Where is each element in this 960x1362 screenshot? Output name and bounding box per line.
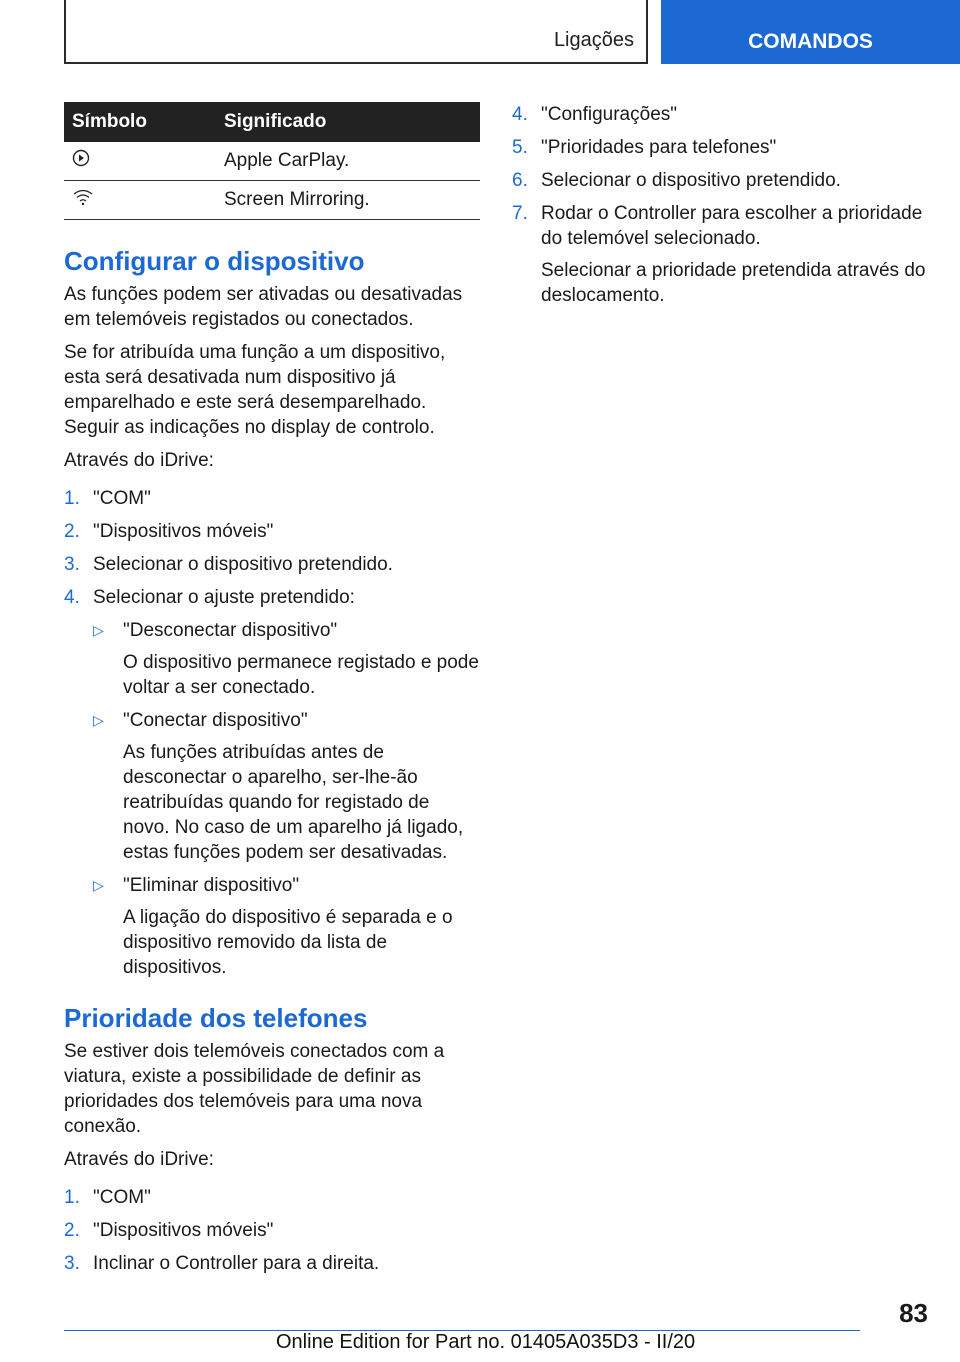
chapter-tab: COMANDOS <box>661 0 960 64</box>
triangle-bullet-icon: ▷ <box>93 712 104 728</box>
option-label: "Eliminar dispositivo" <box>123 875 300 896</box>
step-text: Inclinar o Controller para a direita. <box>93 1253 380 1274</box>
page-number: 83 <box>899 1298 928 1328</box>
option-description: As funções atribuídas antes de desconectar o aparelho, ser-lhe-ão reatribuídas quando for registado de novo. No caso de um aparelho já ligado, estas funções podem ser desativadas. <box>123 742 464 863</box>
list-item <box>512 201 928 308</box>
step-text: "Dispositivos móveis" <box>93 1220 274 1241</box>
step-text: "COM" <box>93 1187 151 1208</box>
step-number: 3. <box>64 554 80 575</box>
list-item <box>64 1185 480 1210</box>
list-item <box>64 486 480 511</box>
step-number: 2. <box>64 521 80 542</box>
step-extra-text: Selecionar a prioridade pretendida através do deslocamento. <box>541 260 926 306</box>
step-text: Selecionar o ajuste pretendido: <box>93 587 355 608</box>
symbol-table <box>64 102 480 220</box>
header-section-box <box>64 0 648 64</box>
step-text: Selecionar o dispositivo pretendido. <box>93 554 393 575</box>
list-item <box>512 168 928 193</box>
list-item <box>64 1218 480 1243</box>
table-header-symbol: Símbolo <box>64 102 224 142</box>
wifi-icon <box>72 188 94 206</box>
paragraph: As funções podem ser ativadas ou desativadas em telemóveis registados ou conectados. <box>64 284 463 330</box>
step-number: 7. <box>512 203 528 224</box>
table-cell-symbol <box>64 181 224 220</box>
table-cell-meaning: Apple CarPlay. <box>224 142 480 181</box>
list-item <box>512 102 928 127</box>
step-number: 3. <box>64 1253 80 1274</box>
step-number: 5. <box>512 137 528 158</box>
triangle-bullet-icon: ▷ <box>93 622 104 638</box>
step-number: 1. <box>64 1187 80 1208</box>
table-row <box>64 142 480 181</box>
table-header-row <box>64 102 480 142</box>
step-number: 4. <box>512 104 528 125</box>
triangle-bullet-icon: ▷ <box>93 877 104 893</box>
step-text: "Configurações" <box>541 104 678 125</box>
step-text: "Dispositivos móveis" <box>93 521 274 542</box>
option-description: O dispositivo permanece registado e pode voltar a ser conectado. <box>123 652 479 698</box>
table-header-meaning: Significado <box>224 102 480 142</box>
step-text: Selecionar o dispositivo pretendido. <box>541 170 841 191</box>
table-row <box>64 181 480 220</box>
step-number: 4. <box>64 587 80 608</box>
left-column <box>64 102 480 1284</box>
section-heading-priority: Prioridade dos telefones <box>64 1003 368 1033</box>
step-text: "Prioridades para telefones" <box>541 137 777 158</box>
paragraph: Se for atribuída uma função a um dispositivo, esta será desativada num dispositivo já emparelhado e este será desemparelhado. Seguir as indicações no display de controlo. <box>64 342 446 438</box>
list-item <box>512 135 928 160</box>
section-title: Ligações <box>553 29 634 51</box>
option-label: "Desconectar dispositivo" <box>123 620 338 641</box>
paragraph: Através do iDrive: <box>64 450 214 471</box>
section-heading-configure: Configurar o dispositivo <box>64 246 365 276</box>
paragraph: Através do iDrive: <box>64 1149 214 1170</box>
option-item <box>93 708 480 865</box>
step-text: Rodar o Controller para escolher a prioridade do telemóvel selecionado. <box>541 203 923 249</box>
play-circle-icon <box>72 149 90 167</box>
list-item <box>64 585 480 610</box>
list-item <box>64 552 480 577</box>
table-cell-meaning: Screen Mirroring. <box>224 181 480 220</box>
footer-edition: Online Edition for Part no. 01405A035D3 - II/20 <box>276 1331 696 1353</box>
step-number: 2. <box>64 1220 80 1241</box>
step-text: "COM" <box>93 488 151 509</box>
list-item <box>64 1251 480 1276</box>
option-description: A ligação do dispositivo é separada e o dispositivo removido da lista de dispositivos. <box>123 907 453 978</box>
table-cell-symbol <box>64 142 224 181</box>
step-number: 1. <box>64 488 80 509</box>
option-label: "Conectar dispositivo" <box>123 710 308 731</box>
right-column <box>512 102 928 316</box>
option-item <box>93 618 480 700</box>
step-number: 6. <box>512 170 528 191</box>
paragraph: Se estiver dois telemóveis conectados com a viatura, existe a possibilidade de definir as prioridades dos telemóveis para uma nova conexão. <box>64 1041 445 1137</box>
list-item <box>64 519 480 544</box>
option-item <box>93 873 480 980</box>
